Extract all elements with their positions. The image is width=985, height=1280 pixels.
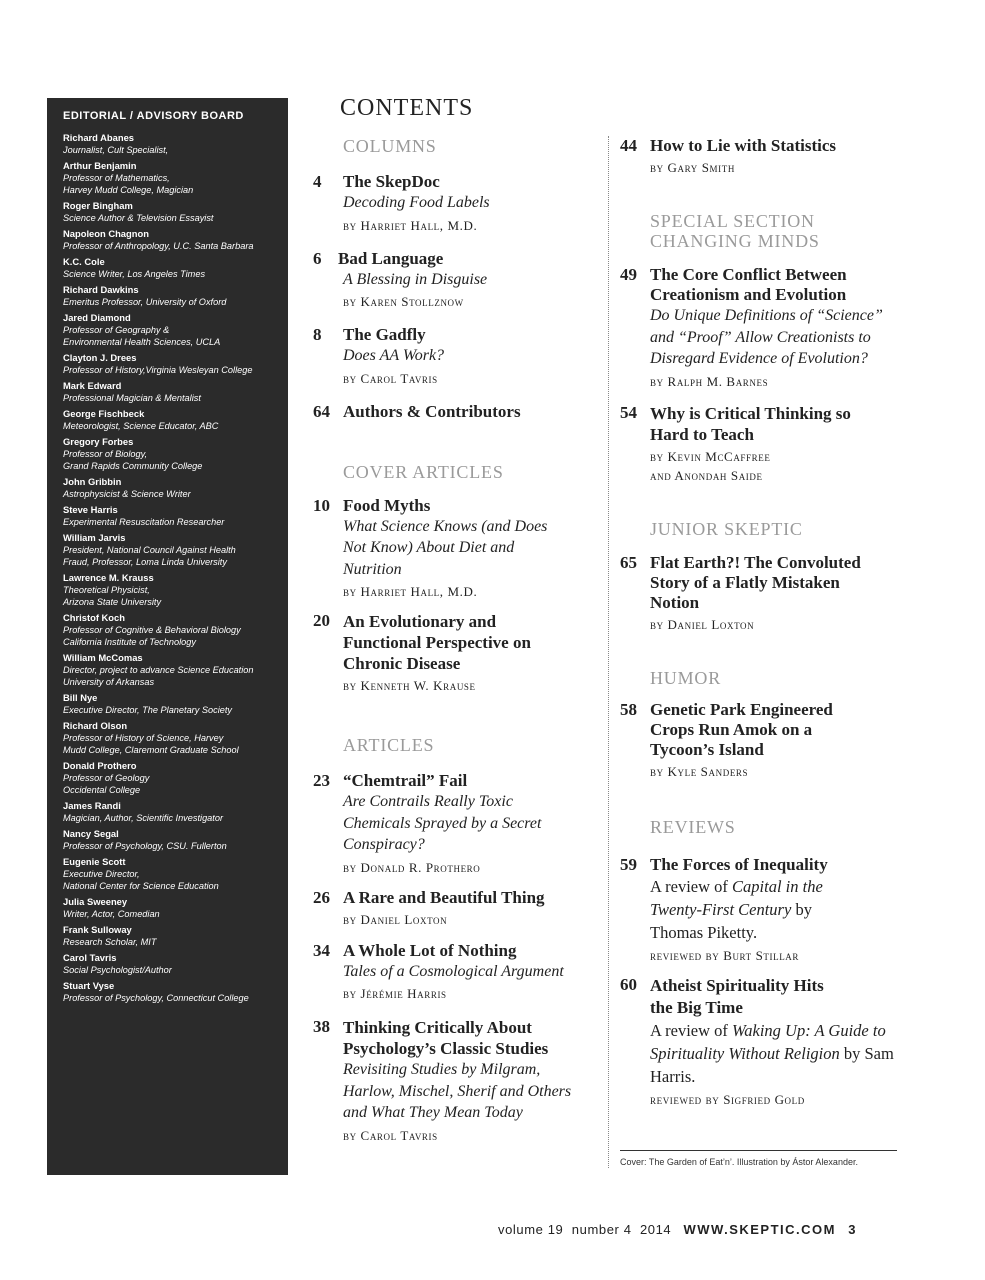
board-member (63, 760, 274, 796)
review-prefix: A review of (650, 876, 733, 896)
toc-entry[interactable] (620, 855, 900, 965)
toc-entry[interactable] (620, 136, 900, 177)
page-number: 44 (620, 136, 637, 155)
board-member-name: Lawrence M. Krauss (63, 572, 154, 583)
entry-author: reviewed by Sigfried Gold (650, 1091, 805, 1107)
board-member-role: Emeritus Professor, University of Oxford (63, 297, 227, 307)
page-number: 54 (620, 402, 637, 422)
book-author: by Sam Harris. (650, 1043, 894, 1086)
board-member-name: Stuart Vyse (63, 980, 115, 991)
website-link[interactable]: WWW.SKEPTIC.COM (683, 1222, 836, 1237)
entry-title: An Evolutionary and Functional Perspective on Chronic Disease (343, 612, 531, 673)
entry-author: by Donald R. Prothero (343, 859, 481, 875)
board-member (63, 312, 274, 348)
toc-entry[interactable] (620, 975, 900, 1109)
page-number: 6 (313, 248, 322, 268)
entry-author: by Kevin McCaffree (650, 448, 771, 464)
board-member-name: John Gribbin (63, 476, 122, 487)
page-number: 8 (313, 325, 322, 344)
board-member-role: Social Psychologist/Author (63, 965, 172, 975)
board-member-name: William Jarvis (63, 532, 126, 543)
entry-subtitle (650, 875, 850, 944)
entry-title: Genetic Park Engineered Crops Run Amok on a Tycoon’s Island (650, 699, 833, 759)
board-member (63, 200, 274, 224)
entry-author: by Kyle Sanders (650, 763, 749, 779)
entry-author: by Kenneth W. Krause (343, 678, 476, 693)
page-number: 23 (313, 771, 330, 790)
board-member-name: Christof Koch (63, 612, 125, 623)
board-member-name: James Randi (63, 800, 121, 811)
board-member (63, 380, 274, 404)
entry-subtitle: What Science Knows (and Does Not Know) About Diet and Nutrition (343, 517, 548, 578)
column-divider (608, 136, 609, 1168)
board-member-role: Professor of Psychology, Connecticut College (63, 993, 249, 1003)
board-member (63, 952, 274, 976)
section-heading-cover-articles: COVER ARTICLES (343, 461, 504, 482)
board-member-name: Donald Prothero (63, 760, 137, 771)
entry-title: Bad Language (338, 248, 444, 268)
board-member-role: Science Author & Television Essayist (63, 213, 214, 223)
board-member-role: Professor of History,Virginia Wesleyan College (63, 365, 253, 375)
entry-author: by Karen Stollznow (343, 294, 464, 309)
board-member-name: Bill Nye (63, 692, 98, 703)
entry-author: by Ralph M. Barnes (650, 373, 769, 389)
book-title: Waking Up: A Guide to Spirituality Without Religion (650, 1020, 886, 1063)
board-member-name: Clayton J. Drees (63, 352, 137, 363)
section-heading-articles: ARTICLES (343, 735, 435, 755)
board-member (63, 828, 274, 852)
entry-title: Flat Earth?! The Convoluted Story of a Flatly Mistaken Notion (650, 552, 861, 612)
toc-entry[interactable] (620, 403, 900, 485)
board-member-role: Professor of Biology, Grand Rapids Community College (63, 449, 203, 471)
review-prefix: A review of (650, 1020, 733, 1040)
contents-title: CONTENTS (340, 95, 474, 121)
page-number: 34 (313, 940, 330, 960)
board-member-name: Mark Edward (63, 380, 122, 391)
toc-entry[interactable] (313, 888, 593, 929)
entry-title: Authors & Contributors (343, 401, 521, 421)
board-member-role: Professor of History of Science, Harvey Mudd College, Claremont Graduate School (63, 733, 239, 755)
board-member-role: Professional Magician & Mentalist (63, 393, 201, 403)
board-member (63, 924, 274, 948)
board-member (63, 228, 274, 252)
page-number: 4 (313, 172, 322, 191)
entry-title: Why is Critical Thinking so Hard to Teach (650, 403, 851, 444)
board-member-name: Richard Olson (63, 720, 128, 731)
entry-subtitle: Are Contrails Really Toxic Chemicals Sprayed by a Secret Conspiracy? (343, 793, 542, 853)
contents-left-column (313, 136, 593, 1145)
board-member (63, 256, 274, 280)
toc-entry[interactable] (313, 611, 593, 695)
toc-entry[interactable] (313, 771, 593, 877)
entry-title: The SkepDoc (343, 172, 440, 191)
section-heading-columns: COLUMNS (343, 136, 437, 156)
section-heading-special-section: SPECIAL SECTION (650, 211, 815, 231)
toc-entry[interactable] (620, 265, 900, 391)
contents-right-column (620, 136, 900, 1109)
board-member (63, 692, 274, 716)
board-member-role: Professor of Psychology, CSU. Fullerton (63, 841, 227, 851)
board-member-role: Research Scholar, MIT (63, 937, 157, 947)
board-member-role: Science Writer, Los Angeles Times (63, 269, 206, 279)
section-heading-junior-skeptic: JUNIOR SKEPTIC (650, 518, 803, 539)
toc-entry[interactable] (313, 496, 593, 602)
board-member-name: Nancy Segal (63, 828, 119, 839)
page-footer (498, 1222, 856, 1237)
page-number: 49 (620, 265, 637, 284)
board-title: EDITORIAL / ADVISORY BOARD (63, 110, 244, 122)
board-member-role: Professor of Geology Occidental College (63, 773, 150, 795)
entry-title: The Core Conflict Between Creationism and Evolution (650, 265, 847, 304)
board-member (63, 408, 274, 432)
board-member (63, 132, 274, 156)
board-member-role: Professor of Mathematics, Harvey Mudd College, Magician (63, 173, 194, 195)
entry-subtitle: Decoding Food Labels (343, 194, 490, 211)
entry-author: and Anondah Saide (650, 467, 763, 483)
board-member-role: Theoretical Physicist, Arizona State University (63, 585, 162, 607)
entry-subtitle: A Blessing in Disguise (343, 270, 488, 288)
board-member-name: Roger Bingham (63, 200, 133, 211)
board-member (63, 160, 274, 196)
entry-author: by Jérémie Harris (343, 986, 447, 1001)
entry-subtitle: Does AA Work? (343, 347, 445, 364)
page-number: 38 (313, 1017, 330, 1036)
editorial-board-panel (47, 98, 288, 1175)
toc-entry[interactable] (620, 553, 900, 634)
toc-entry[interactable] (313, 402, 593, 422)
board-member (63, 476, 274, 500)
board-member-role: Astrophysicist & Science Writer (63, 489, 191, 499)
board-member (63, 980, 274, 1004)
board-member-role: Journalist, Cult Specialist, (63, 145, 169, 155)
board-member-role: Executive Director, National Center for Science Education (63, 869, 219, 891)
toc-entry[interactable] (313, 325, 593, 388)
page-number: 20 (313, 611, 330, 630)
board-member-name: Gregory Forbes (63, 436, 134, 447)
board-member-role: Writer, Actor, Comedian (63, 909, 160, 919)
section-heading-changing-minds: CHANGING MINDS (650, 231, 820, 251)
board-member (63, 436, 274, 472)
entry-title: How to Lie with Statistics (650, 136, 837, 155)
board-member (63, 856, 274, 892)
page-number-footer: 3 (848, 1222, 857, 1237)
board-member-name: Jared Diamond (63, 312, 131, 323)
entry-title: Thinking Critically About Psychology’s Classic Studies (343, 1018, 549, 1058)
entry-title: A Rare and Beautiful Thing (343, 887, 545, 907)
entry-author: reviewed by Burt Stillar (650, 947, 799, 963)
entry-author: by Daniel Loxton (650, 616, 755, 632)
page-number: 60 (620, 974, 637, 994)
entry-author: by Harriet Hall, M.D. (343, 584, 478, 599)
board-member-name: Eugenie Scott (63, 856, 126, 867)
section-heading-reviews: REVIEWS (650, 816, 736, 837)
board-member-name: Arthur Benjamin (63, 160, 137, 171)
board-member (63, 504, 274, 528)
issue-info: volume 19 number 4 2014 (498, 1222, 672, 1237)
toc-entry[interactable] (313, 249, 593, 312)
entry-title: The Forces of Inequality (650, 854, 828, 874)
entry-author: by Carol Tavris (343, 1127, 438, 1143)
board-member-name: Steve Harris (63, 504, 118, 515)
board-member (63, 652, 274, 688)
board-member-role: President, National Council Against Health Fraud, Professor, Loma Linda University (63, 545, 236, 567)
board-member (63, 896, 274, 920)
entry-author: by Gary Smith (650, 160, 735, 175)
entry-title: Food Myths (343, 495, 431, 515)
board-member-name: K.C. Cole (63, 256, 105, 267)
page-number: 10 (313, 495, 330, 515)
section-heading-humor: HUMOR (650, 667, 722, 688)
board-member-name: Frank Sulloway (63, 924, 132, 935)
board-member (63, 532, 274, 568)
entry-title: “Chemtrail” Fail (343, 771, 468, 790)
entry-author: by Daniel Loxton (343, 911, 448, 927)
board-member (63, 352, 274, 376)
entry-subtitle: Do Unique Definitions of “Science” and “Proof” Allow Creationists to Disregard Evidence of Evolution? (650, 307, 883, 367)
page-number: 64 (313, 401, 330, 421)
page-number: 59 (620, 854, 637, 874)
board-member-role: Magician, Author, Scientific Investigator (63, 813, 224, 823)
board-member-name: Carol Tavris (63, 952, 117, 963)
toc-entry[interactable] (313, 1017, 593, 1145)
toc-entry[interactable] (313, 172, 593, 235)
entry-subtitle (650, 1019, 895, 1088)
board-member-name: Napoleon Chagnon (63, 228, 149, 239)
book-title: Capital in the Twenty-First Century (650, 876, 823, 919)
board-member (63, 284, 274, 308)
toc-entry[interactable] (620, 700, 900, 781)
board-member (63, 800, 274, 824)
board-member (63, 612, 274, 648)
board-list (63, 132, 274, 1004)
entry-subtitle: Revisiting Studies by Milgram, Harlow, Mischel, Sherif and Others and What They Mean Today (343, 1061, 572, 1121)
entry-title: A Whole Lot of Nothing (343, 940, 517, 960)
board-member-role: Professor of Geography & Environmental Health Sciences, UCLA (63, 325, 221, 347)
entry-subtitle: Tales of a Cosmological Argument (343, 962, 564, 980)
page-number: 65 (620, 552, 637, 572)
board-member-role: Professor of Anthropology, U.C. Santa Barbara (63, 241, 254, 251)
board-member-name: Richard Abanes (63, 132, 135, 143)
book-author: by Thomas Piketty. (650, 899, 812, 942)
board-member-role: Executive Director, The Planetary Society (63, 705, 233, 715)
entry-title: Atheist Spirituality Hits the Big Time (650, 975, 824, 1017)
page-number: 26 (313, 887, 330, 907)
toc-entry[interactable] (313, 941, 593, 1004)
entry-title: The Gadfly (343, 325, 426, 344)
board-member-name: George Fischbeck (63, 408, 145, 419)
board-member-name: Julia Sweeney (63, 896, 128, 907)
board-member (63, 720, 274, 756)
cover-credit: Cover: The Garden of Eat’n’. Illustration by Ástor Alexander. (620, 1150, 897, 1167)
entry-author: by Harriet Hall, M.D. (343, 217, 478, 233)
board-member-role: Experimental Resuscitation Researcher (63, 517, 225, 527)
board-member-role: Director, project to advance Science Education University of Arkansas (63, 665, 254, 687)
entry-author: by Carol Tavris (343, 370, 438, 386)
board-member-name: Richard Dawkins (63, 284, 139, 295)
page-number: 58 (620, 699, 637, 719)
board-member-name: William McComas (63, 652, 143, 663)
board-member-role: Meteorologist, Science Educator, ABC (63, 421, 219, 431)
board-member (63, 572, 274, 608)
board-member-role: Professor of Cognitive & Behavioral Biology California Institute of Technology (63, 625, 241, 647)
